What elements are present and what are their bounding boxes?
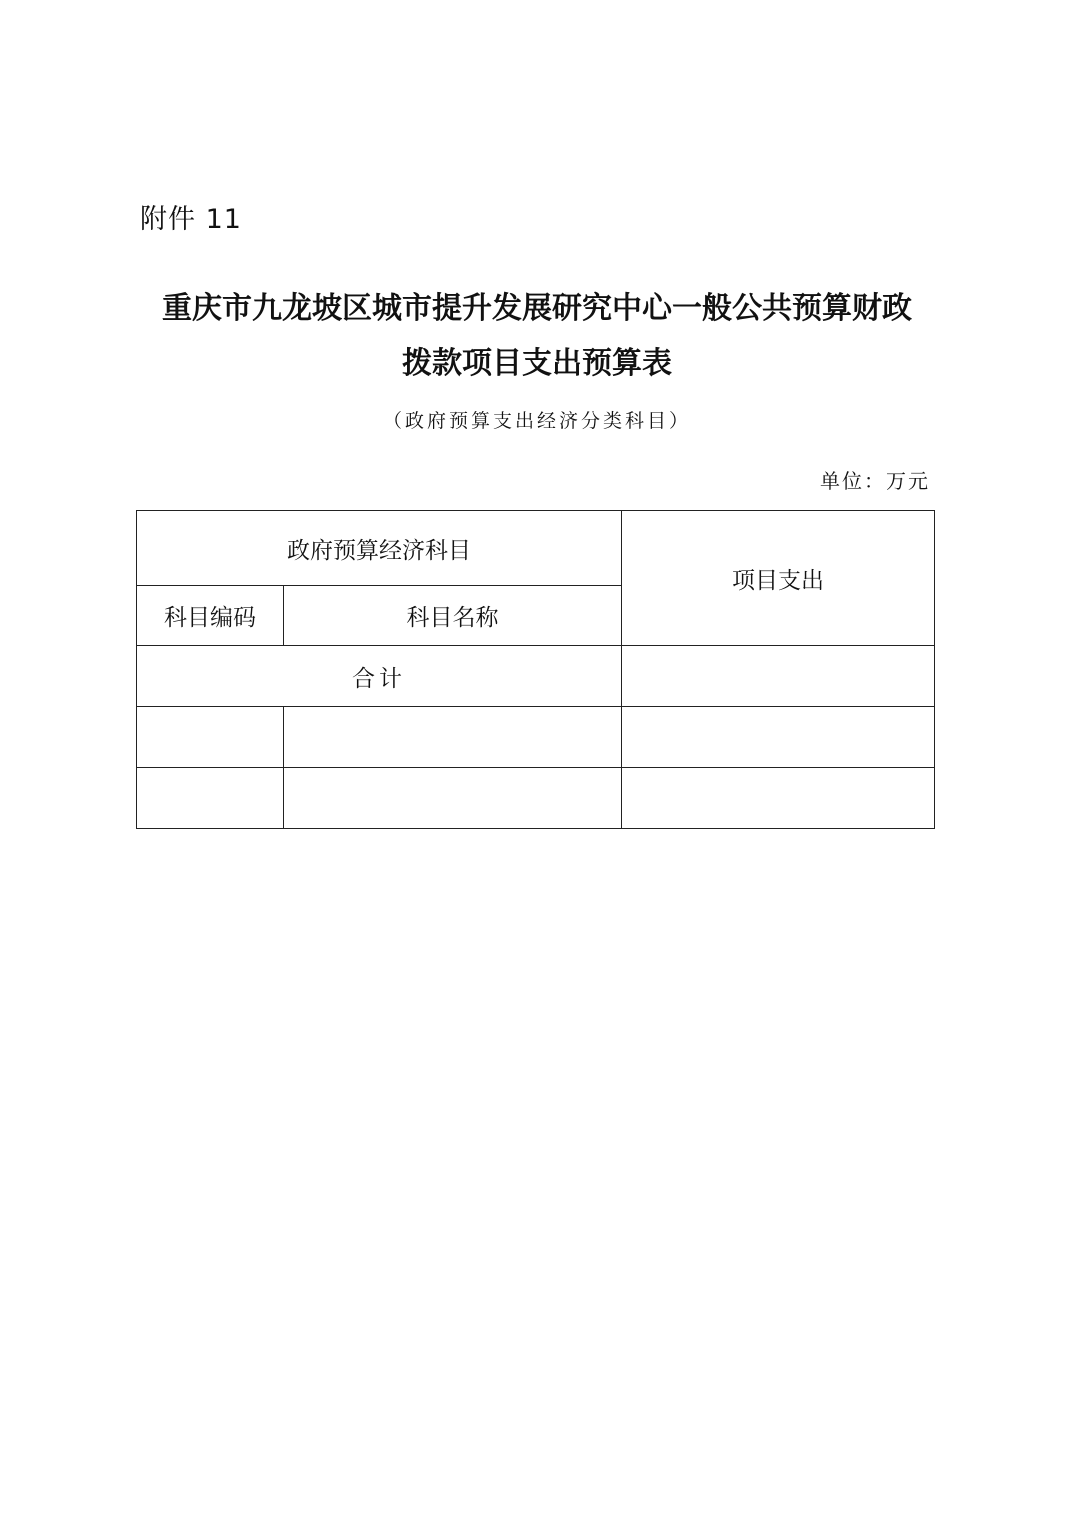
- subject-code-cell: [137, 768, 284, 829]
- table-header-row-1: [137, 511, 935, 586]
- attachment-label: 附件 11: [140, 204, 242, 235]
- economic-category-header: 政府预算经济科目: [137, 511, 622, 586]
- subject-name-cell: [284, 768, 622, 829]
- document-subtitle: （政府预算支出经济分类科目）: [382, 410, 691, 432]
- subject-code-cell: [137, 707, 284, 768]
- subject-name-cell: [284, 707, 622, 768]
- table-row: [137, 768, 935, 829]
- subject-code-header: 科目编码: [137, 586, 284, 646]
- unit-label: 单位：万元: [820, 469, 930, 493]
- project-expense-cell: [622, 768, 935, 829]
- total-label: 合计: [137, 646, 622, 707]
- project-expense-header: 项目支出: [622, 511, 935, 646]
- document-title-line-2: 拨款项目支出预算表: [402, 346, 672, 381]
- total-value: [622, 646, 935, 707]
- total-row: [137, 646, 935, 707]
- budget-table: [136, 510, 935, 829]
- table-row: [137, 707, 935, 768]
- document-title-line-1: 重庆市九龙坡区城市提升发展研究中心一般公共预算财政: [162, 291, 912, 326]
- project-expense-cell: [622, 707, 935, 768]
- subject-name-header: 科目名称: [284, 586, 622, 646]
